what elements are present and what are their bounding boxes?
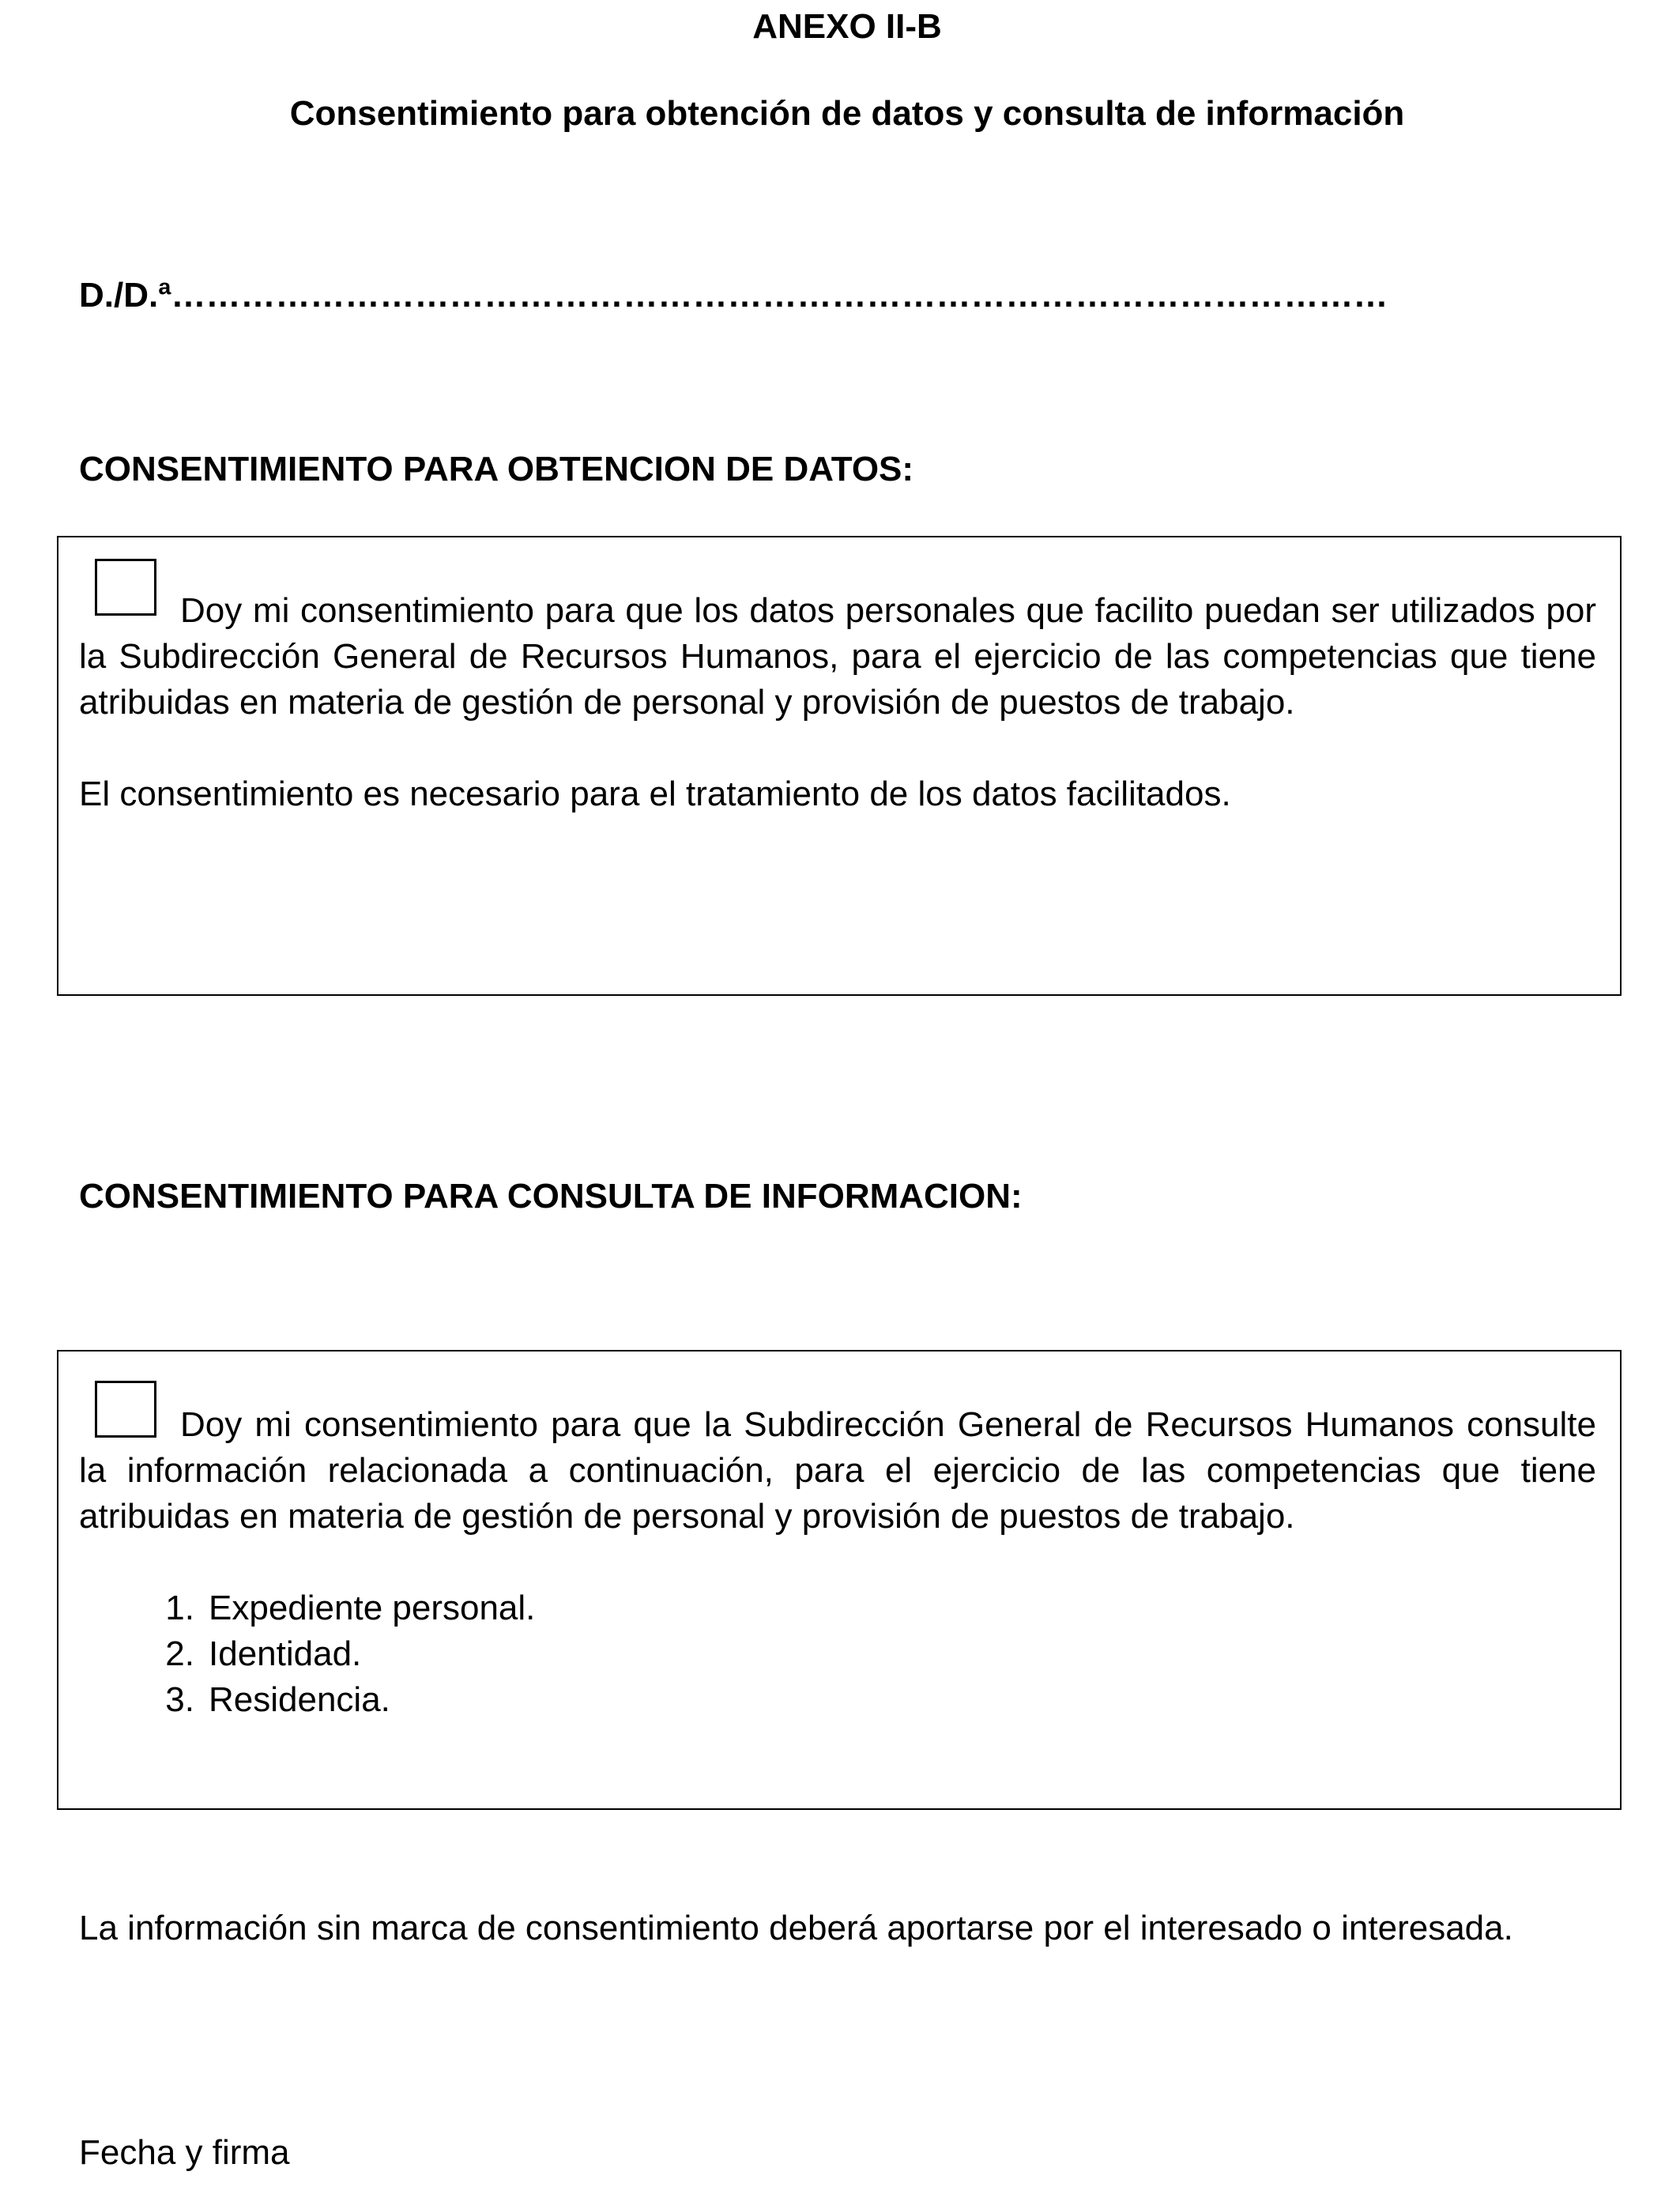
list-item bbox=[79, 1677, 1596, 1723]
data-consent-text: Doy mi consentimiento para que los datos personales que facilito puedan ser utilizados por la Subdirección General de Recursos Humanos, para el ejercicio de las competencias que tiene atribuidas en materia de gestión de personal y provisión de puestos de trabajo. bbox=[79, 591, 1596, 722]
page-title: ANEXO II-B bbox=[752, 7, 942, 46]
list-item-label: Residencia. bbox=[209, 1680, 390, 1719]
data-consent-note: El consentimiento es necesario para el tratamiento de los datos facilitados. bbox=[79, 775, 1231, 813]
applicant-name-field[interactable]: D./D.ª…………………………………………………………………………………………… bbox=[79, 276, 1388, 315]
signature-label: Fecha y firma bbox=[79, 2133, 290, 2172]
list-item-number: 1. bbox=[165, 1589, 194, 1627]
data-consent-heading: CONSENTIMIENTO PARA OBTENCION DE DATOS: bbox=[79, 450, 914, 488]
info-items-list bbox=[79, 1585, 1596, 1723]
footer-note: La información sin marca de consentimiento deberá aportarse por el interesado o interesada. bbox=[79, 1909, 1513, 1947]
data-consent-body bbox=[79, 588, 1596, 817]
info-consent-body bbox=[79, 1402, 1596, 1723]
list-item bbox=[79, 1585, 1596, 1631]
data-consent-box bbox=[57, 536, 1622, 996]
info-consent-heading: CONSENTIMIENTO PARA CONSULTA DE INFORMACION: bbox=[79, 1177, 1023, 1216]
list-item-number: 2. bbox=[165, 1634, 194, 1673]
list-item-label: Identidad. bbox=[209, 1634, 362, 1673]
info-consent-box bbox=[57, 1350, 1622, 1810]
list-item-number: 3. bbox=[165, 1680, 194, 1719]
list-item-label: Expediente personal. bbox=[209, 1589, 536, 1627]
info-consent-text: Doy mi consentimiento para que la Subdirección General de Recursos Humanos consulte la información relacionada a continuación, para el ejercicio de las competencias que tiene atribuidas en materia de gestión de personal y provisión de puestos de trabajo. bbox=[79, 1405, 1596, 1536]
page-subtitle: Consentimiento para obtención de datos y consulta de información bbox=[289, 94, 1405, 133]
list-item bbox=[79, 1631, 1596, 1677]
